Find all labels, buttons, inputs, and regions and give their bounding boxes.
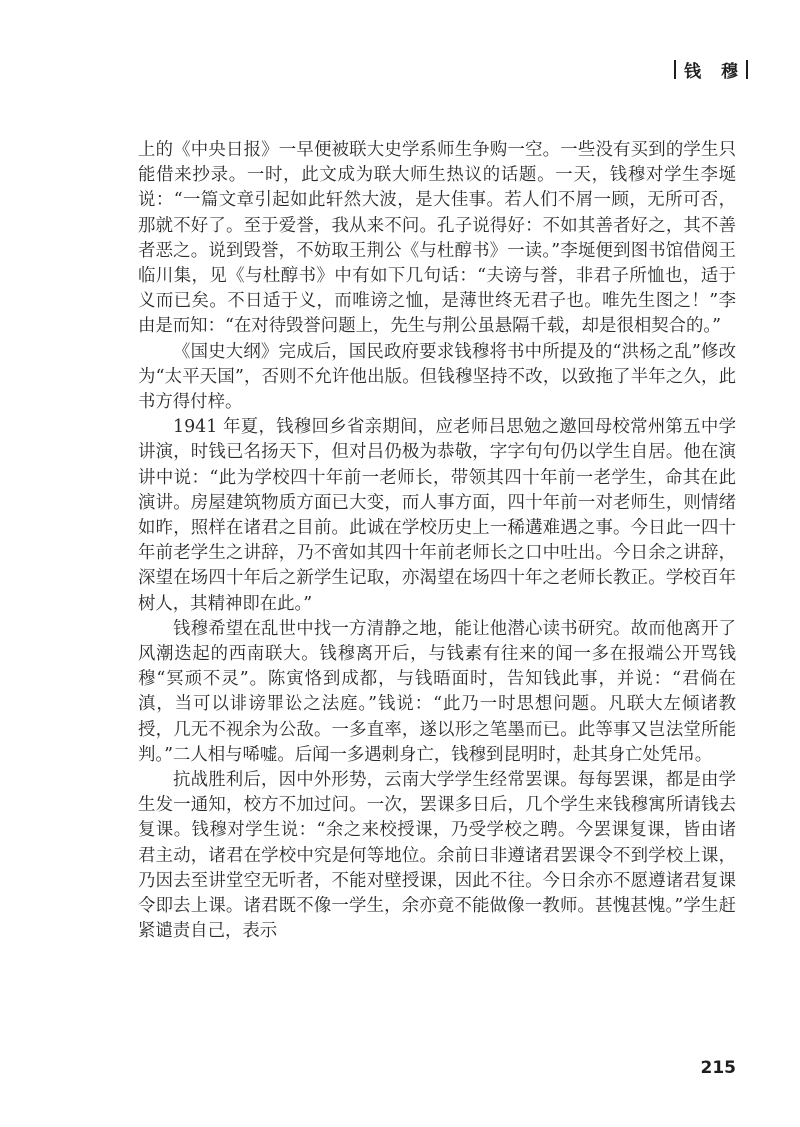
paragraph: 《国史大纲》完成后，国民政府要求钱穆将书中所提及的“洪杨之乱”修改为“太平天国”，否则不允许他出版。但钱穆坚持不改，以致拖了半年之久，此书方得付梓。: [138, 341, 736, 413]
running-title: 钱 穆: [684, 61, 745, 82]
paragraph: 1941 年夏，钱穆回乡省亲期间，应老师吕思勉之邀回母校常州第五中学讲演，时钱已名扬天下，但对吕仍极为恭敬，字字句句仍以学生自居。他在演讲中说：“此为学校四十年前一老师长，带领其四十年前一老学生，命其在此演讲。房屋建筑物质方面已大变，而人事方面，四十年前一对老师生，则情绪如昨，照样在诸君之目前。此诚在学校历史上一稀遘难遇之事。今日此一四十年前老学生之讲辞，乃不啻如其四十年前老师长之口中吐出。今日余之讲辞，深望在场四十年后之新学生记取，亦渴望在场四十年之老师长教正。学校百年树人，其精神即在此。”: [138, 417, 736, 614]
header-left-rule: [674, 60, 676, 79]
page-body: [138, 138, 736, 945]
header-right-rule: [746, 60, 748, 79]
running-header: [674, 56, 748, 82]
paragraph: 钱穆希望在乱世中找一方清静之地，能让他潜心读书研究。故而他离开了风潮迭起的西南联大。钱穆离开后，与钱素有往来的闻一多在报端公开骂钱穆“冥顽不灵”。陈寅恪到成都，与钱晤面时，告知钱此事，并说：“君倘在滇，当可以诽谤罪讼之法庭。”钱说：“此乃一时思想问题。凡联大左倾诸教授，几无不视余为公敌。一多直率，遂以形之笔墨而已。此等事又岂法堂所能判。”二人相与唏嘘。后闻一多遇刺身亡，钱穆到昆明时，赴其身亡处凭吊。: [138, 618, 736, 765]
paragraph-continuation: 上的《中央日报》一早便被联大史学系师生争购一空。一些没有买到的学生只能借来抄录。一时，此文成为联大师生热议的话题。一天，钱穆对学生李埏说：“一篇文章引起如此轩然大波，是大佳事。若人们不屑一顾，无所可否，那就不好了。至于爱誉，我从来不问。孔子说得好：不如其善者好之，其不善者恶之。说到毁誉，不妨取王荆公《与杜醇书》一读。”李埏便到图书馆借阅王临川集，见《与杜醇书》中有如下几句话：“夫谤与誉，非君子所恤也，适于义而已矣。不日适于义，而唯谤之恤，是薄世终无君子也。唯先生图之！”李由是而知：“在对待毁誉问题上，先生与荆公虽悬隔千载，却是很相契合的。”: [138, 140, 736, 337]
paragraph: 抗战胜利后，因中外形势，云南大学学生经常罢课。每每罢课，都是由学生发一通知，校方不加过问。一次，罢课多日后，几个学生来钱穆寓所请钱去复课。钱穆对学生说：“余之来校授课，乃受学校之聘。今罢课复课，皆由诸君主动，诸君在学校中究是何等地位。余前日非遵诸君罢课令不到学校上课，乃因去至讲堂空无听者，不能对壁授课，因此不往。今日余亦不愿遵诸君复课令即去上课。诸君既不像一学生，余亦竟不能做像一教师。甚愧甚愧。”学生赶紧谴责自己，表示: [138, 770, 736, 942]
page-number: 215: [700, 1058, 736, 1078]
